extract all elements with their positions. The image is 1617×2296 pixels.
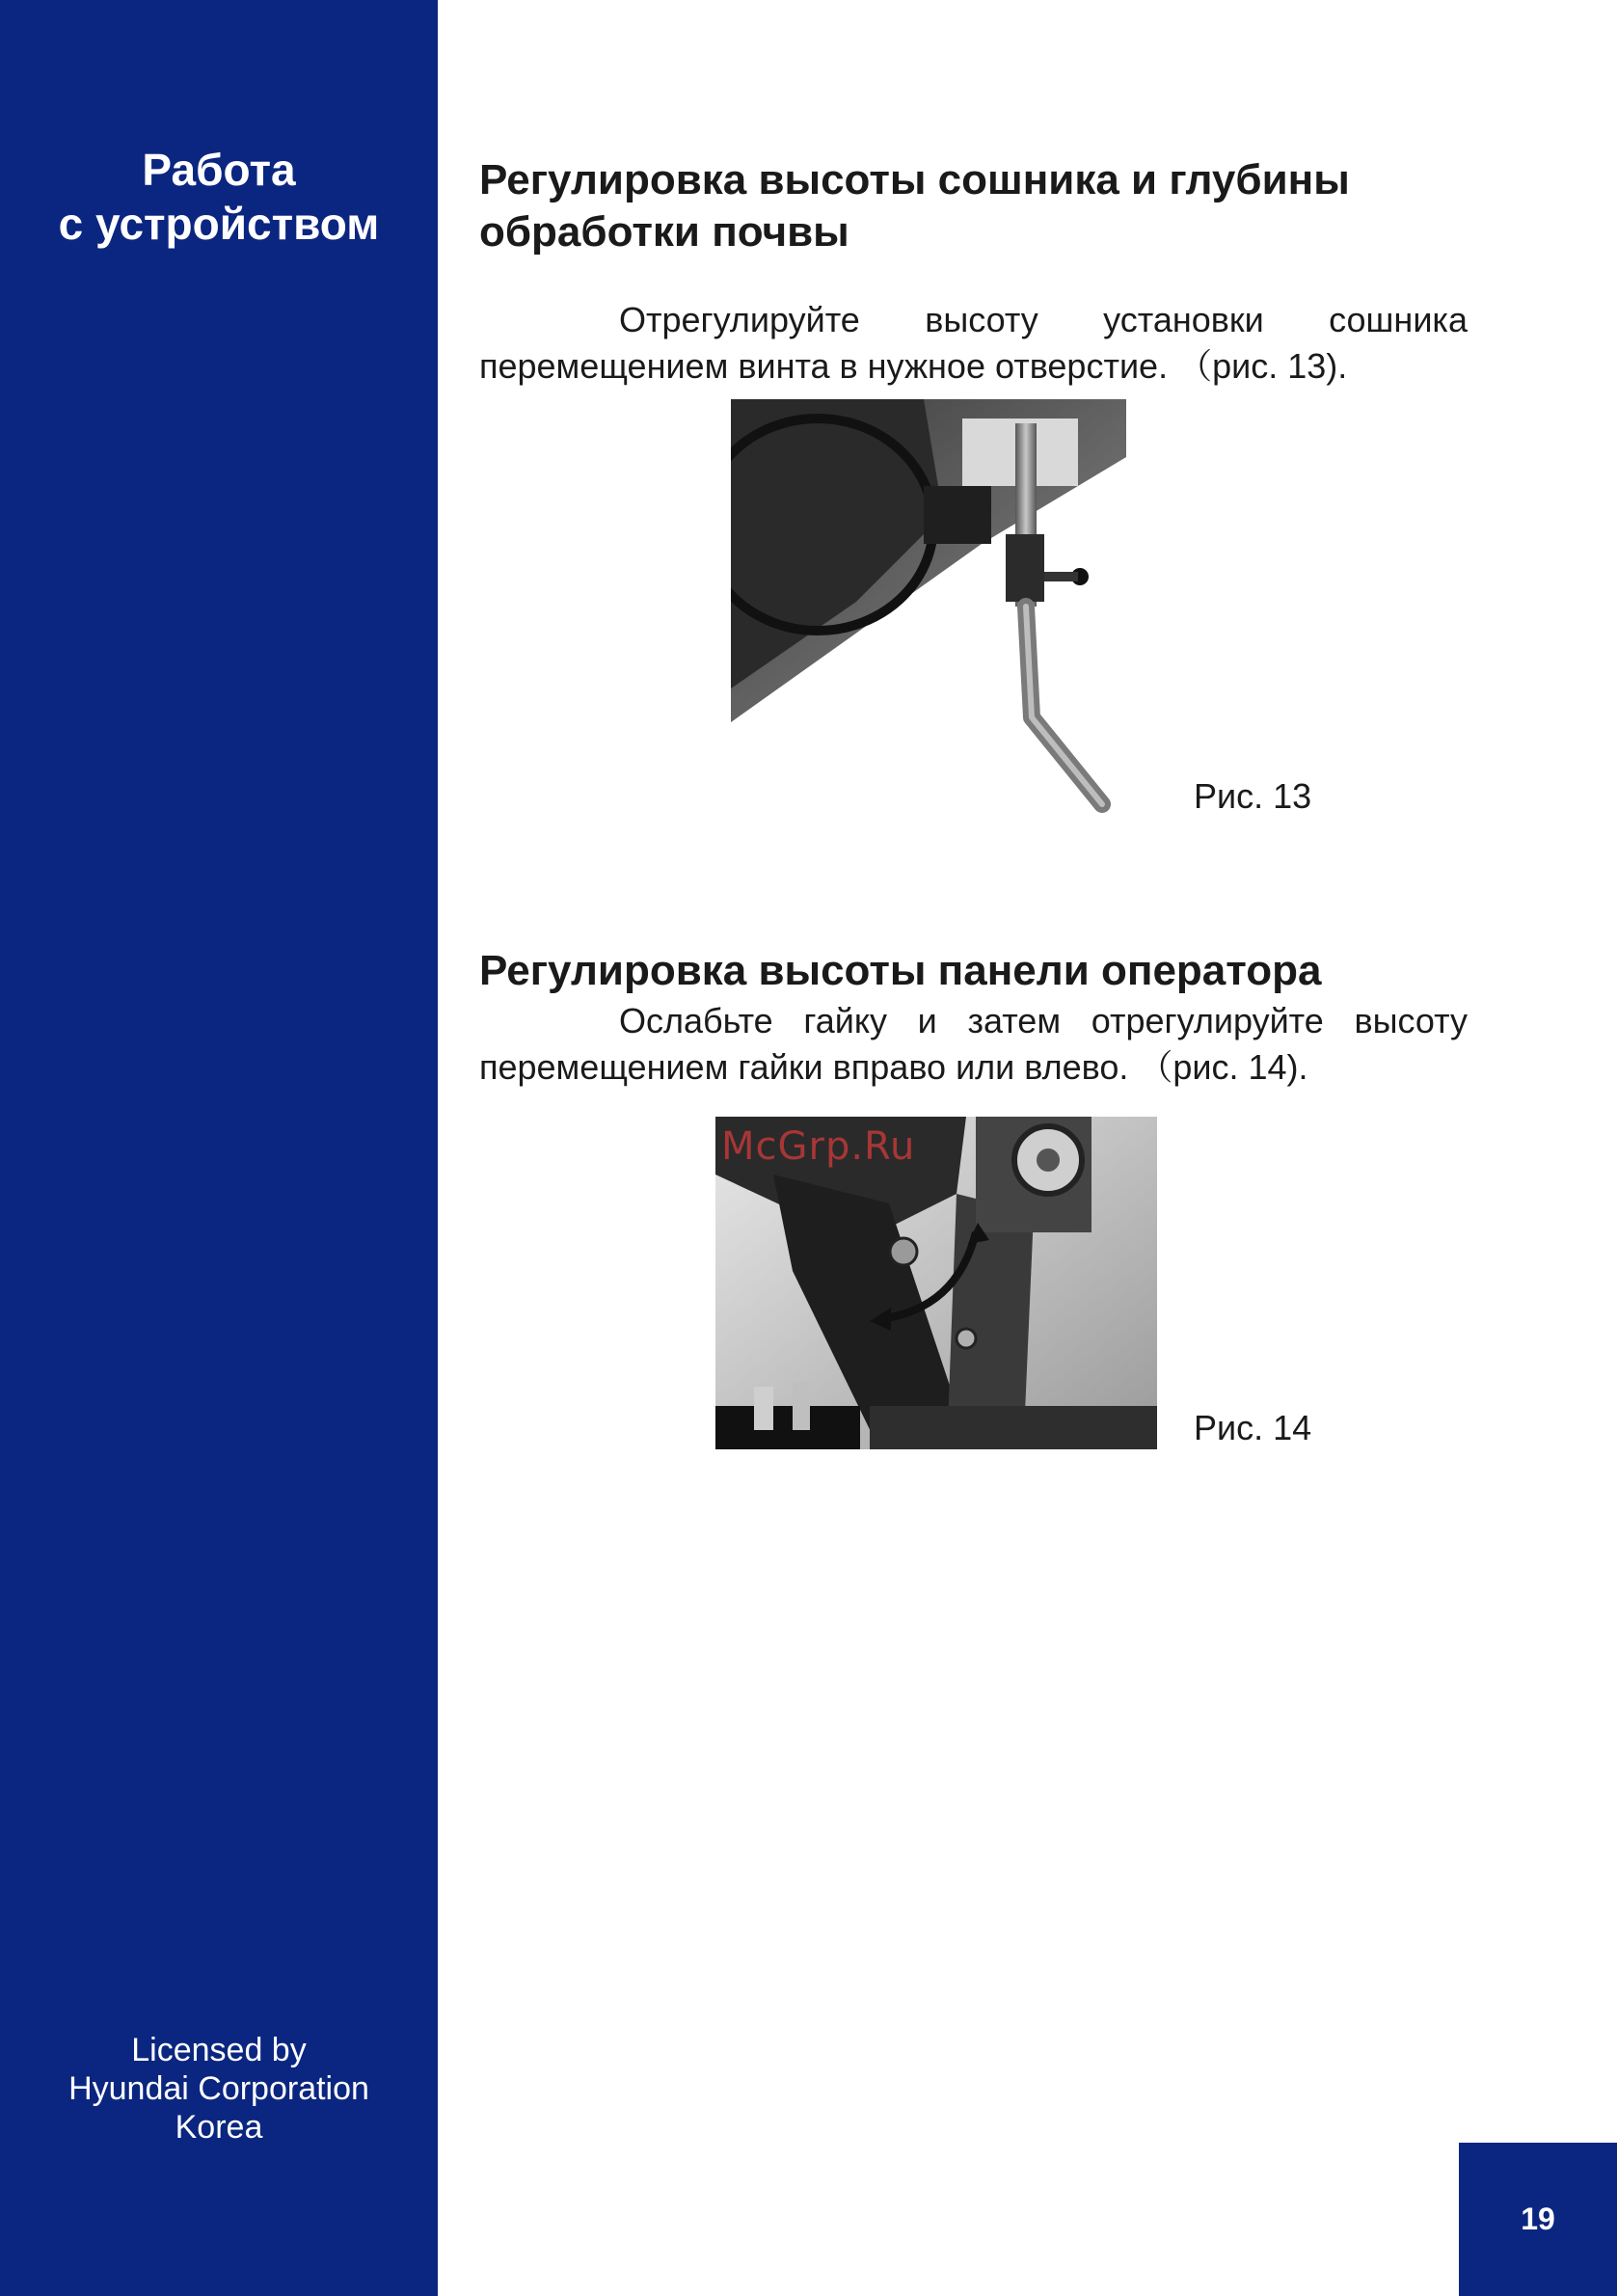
section1-heading-line2: обработки почвы bbox=[479, 208, 849, 256]
figure-13-caption: Рис. 13 bbox=[1194, 776, 1312, 816]
license-line1: Licensed by bbox=[131, 2032, 307, 2068]
section-title-line2: с устройством bbox=[58, 199, 380, 249]
section1-heading-line1: Регулировка высоты сошника и глубины bbox=[479, 156, 1350, 203]
section-title bbox=[0, 143, 438, 251]
sidebar bbox=[0, 0, 438, 2296]
section1-text-line1: Отрегулируйте высоту установки сошника bbox=[619, 300, 1468, 339]
license-line3: Korea bbox=[175, 2109, 263, 2146]
license-line2: Hyundai Corporation bbox=[68, 2070, 369, 2107]
figure-14-caption: Рис. 14 bbox=[1194, 1408, 1312, 1447]
license-text bbox=[0, 2031, 438, 2147]
section1-paragraph bbox=[479, 297, 1468, 390]
section-title-line1: Работа bbox=[142, 145, 296, 195]
section2-paragraph bbox=[479, 998, 1468, 1091]
section2-text-line1: Ослабьте гайку и затем отрегулируйте высоту bbox=[619, 1001, 1468, 1040]
page-number: 19 bbox=[1459, 2143, 1617, 2296]
section2-text-line2: перемещением гайки вправо или влево. （рис. 14). bbox=[479, 1047, 1308, 1087]
section1-text-line2: перемещением винта в нужное отверстие. （рис. 13). bbox=[479, 346, 1348, 386]
photo-coulter-adjustment-icon bbox=[731, 399, 1126, 816]
section2-heading: Регулировка высоты панели оператора bbox=[479, 947, 1322, 994]
watermark: McGrp.Ru bbox=[721, 1124, 916, 1169]
section1-heading bbox=[479, 154, 1468, 258]
figure-13-photo bbox=[731, 399, 1126, 816]
